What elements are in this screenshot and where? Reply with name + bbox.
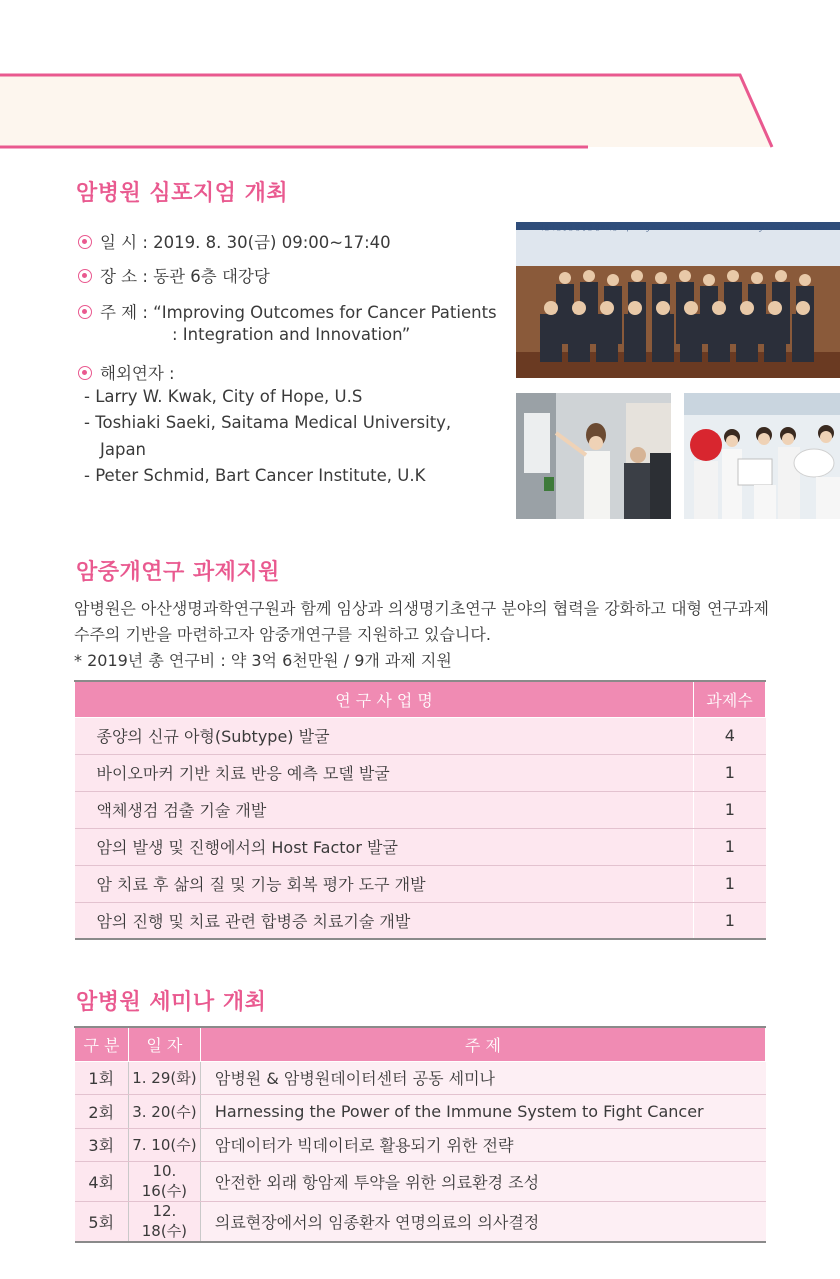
seminar-no: 4회	[75, 1162, 129, 1202]
seminar-no: 5회	[75, 1202, 129, 1243]
table-row	[75, 902, 766, 939]
project-count: 1	[694, 828, 766, 865]
symposium-title: 암병원 심포지엄 개최	[76, 181, 289, 206]
speakers-label: 해외연자 :	[78, 360, 175, 384]
bullet-icon	[78, 305, 92, 319]
project-count: 1	[694, 865, 766, 902]
staff-photo	[684, 393, 840, 519]
photo-banner-text: 서울아산병원 암병원 심포지엄 Improving Outcomes for Cancer Patients : Integration and Innovation	[538, 225, 827, 232]
header-banner	[0, 73, 775, 149]
seminar-date: 1. 29(화)	[128, 1061, 200, 1095]
seminar-date: 7. 10(수)	[128, 1128, 200, 1162]
symposium-theme-cont: : Integration and Innovation”	[172, 325, 411, 344]
seminar-date: 3. 20(수)	[128, 1095, 200, 1129]
seminar-topic: 안전한 외래 항암제 투약을 위한 의료환경 조성	[200, 1162, 765, 1202]
table-row	[75, 717, 766, 754]
table-row	[75, 865, 766, 902]
bullet-icon	[78, 235, 92, 249]
project-name: 암 치료 후 삶의 질 및 기능 회복 평가 도구 개발	[75, 865, 694, 902]
project-count: 1	[694, 754, 766, 791]
bullet-icon	[78, 269, 92, 283]
seminar-no: 3회	[75, 1128, 129, 1162]
table-header-row	[75, 681, 766, 717]
speaker-item: - Larry W. Kwak, City of Hope, U.S	[84, 387, 363, 406]
project-name: 암의 진행 및 치료 관련 합병증 치료기술 개발	[75, 902, 694, 939]
table-row	[75, 1095, 766, 1129]
table-row	[75, 754, 766, 791]
speaker-item: - Peter Schmid, Bart Cancer Institute, U.K	[84, 466, 426, 485]
table-row	[75, 1128, 766, 1162]
table-row	[75, 1061, 766, 1095]
seminar-date: 10. 16(수)	[128, 1162, 200, 1202]
research-paragraph: 수주의 기반을 마련하고자 암중개연구를 지원하고 있습니다.	[74, 625, 491, 644]
table-row	[75, 1162, 766, 1202]
speaker-item: - Toshiaki Saeki, Saitama Medical University,	[84, 413, 452, 432]
group-photo	[516, 222, 840, 378]
project-count: 1	[694, 902, 766, 939]
column-header-topic: 주 제	[200, 1027, 765, 1061]
column-header-project: 연 구 사 업 명	[75, 681, 694, 717]
seminar-date: 12. 18(수)	[128, 1202, 200, 1243]
symposium-place: 장 소 : 동관 6층 대강당	[78, 263, 270, 287]
project-name: 바이오마커 기반 치료 반응 예측 모델 발굴	[75, 754, 694, 791]
project-count: 4	[694, 717, 766, 754]
project-name: 암의 발생 및 진행에서의 Host Factor 발굴	[75, 828, 694, 865]
exhibit-photo	[516, 393, 671, 519]
table-row	[75, 1202, 766, 1243]
seminar-topic: 암병원 & 암병원데이터센터 공동 세미나	[200, 1061, 765, 1095]
research-table	[74, 680, 766, 940]
table-header-row	[75, 1027, 766, 1061]
table-row	[75, 791, 766, 828]
project-name: 종양의 신규 아형(Subtype) 발굴	[75, 717, 694, 754]
column-header-date: 일 자	[128, 1027, 200, 1061]
symposium-theme: 주 제 : “Improving Outcomes for Cancer Patients	[78, 299, 497, 323]
table-row	[75, 828, 766, 865]
seminar-topic: 의료현장에서의 임종환자 연명의료의 의사결정	[200, 1202, 765, 1243]
research-paragraph: 암병원은 아산생명과학연구원과 함께 임상과 의생명기초연구 분야의 협력을 강화하고 대형 연구과제	[74, 599, 769, 618]
speaker-item: Japan	[100, 440, 147, 459]
project-name: 액체생검 검출 기술 개발	[75, 791, 694, 828]
project-count: 1	[694, 791, 766, 828]
seminar-no: 1회	[75, 1061, 129, 1095]
seminar-title: 암병원 세미나 개최	[76, 990, 267, 1015]
column-header-count: 과제수	[694, 681, 766, 717]
seminar-no: 2회	[75, 1095, 129, 1129]
column-header-no: 구 분	[75, 1027, 129, 1061]
research-budget-note: * 2019년 총 연구비 : 약 3억 6천만원 / 9개 과제 지원	[74, 651, 452, 670]
research-title: 암중개연구 과제지원	[76, 560, 280, 585]
seminar-table	[74, 1026, 766, 1243]
seminar-topic: Harnessing the Power of the Immune System to Fight Cancer	[200, 1095, 765, 1129]
symposium-date: 일 시 : 2019. 8. 30(금) 09:00~17:40	[78, 229, 391, 253]
seminar-topic: 암데이터가 빅데이터로 활용되기 위한 전략	[200, 1128, 765, 1162]
bullet-icon	[78, 366, 92, 380]
